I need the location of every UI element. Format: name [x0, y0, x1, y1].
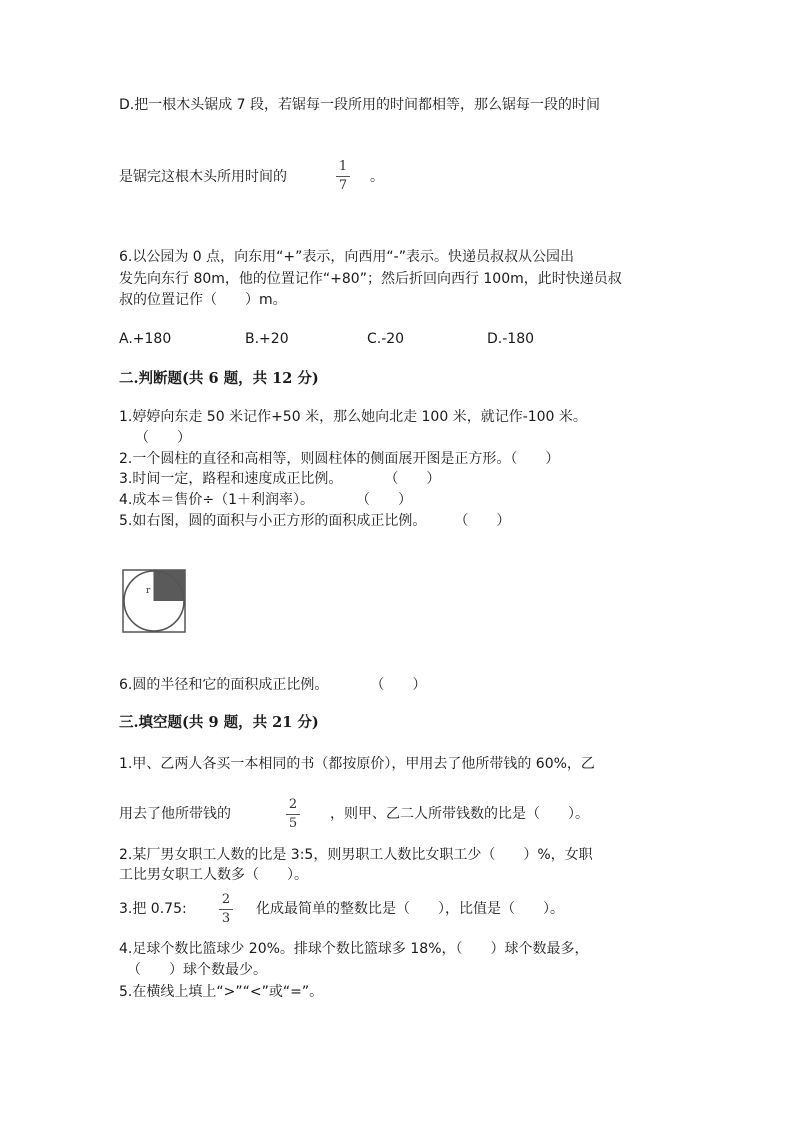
fill-q4-line1: 4.足球个数比篮球少 20%。排球个数比篮球多 18%，（ ）球个数最多，: [119, 941, 589, 957]
judge-item-6: 6.圆的半径和它的面积成正比例。 （ ）: [119, 677, 427, 693]
fill-q3-start: 3.把 0.75:: [119, 901, 187, 917]
question-6-line2: 发先向东行 80m，他的位置记作“+80”；然后折回向西行 100m，此时快递员叔: [119, 271, 622, 287]
question-6-option-d: D.-180: [487, 331, 535, 347]
judge-item-3: 3.时间一定，路程和速度成正比例。 （ ）: [119, 471, 441, 487]
question-6-line3: 叔的位置记作（ ）m。: [119, 292, 287, 308]
question-6-option-a: A.+180: [119, 331, 172, 347]
fill-q2-line2: 工比男女职工人数多（ ）。: [119, 867, 308, 883]
judge-item-4: 4.成本＝售价÷（1＋利润率）。 （ ）: [119, 492, 412, 508]
judge-item-2: 2.一个圆柱的直径和高相等，则圆柱体的侧面展开图是正方形。（ ）: [119, 451, 560, 467]
judge-item-1-answer-blank: （ ）: [135, 430, 191, 446]
fraction-bar: [286, 814, 300, 815]
fraction-two-thirds: [219, 893, 233, 926]
fill-q1-line2: 用去了他所带钱的: [119, 806, 231, 822]
question-5-option-d-line2: 是锯完这根木头所用时间的: [119, 169, 287, 185]
judge-item-1: 1.婷婷向东走 50 米记作+50 米，那么她向北走 100 米，就记作-100 米。: [119, 409, 587, 425]
question-6-option-b: B.+20: [245, 331, 289, 347]
radius-label: r: [146, 586, 151, 596]
fraction-numerator: 1: [338, 159, 348, 174]
fraction-bar: [336, 176, 350, 177]
fill-q4-line2: （ ）球个数最少。: [127, 962, 267, 978]
fill-q1-line2-end: ，则甲、乙二人所带钱数的比是（ ）。: [330, 806, 589, 822]
section-2-heading: 二.判断题(共 6 题，共 12 分): [119, 370, 319, 387]
fill-q2-line1: 2.某厂男女职工人数的比是 3:5，则男职工人数比女职工少（ ）%，女职: [119, 847, 593, 863]
fraction-numerator: 2: [288, 797, 298, 812]
fill-q3-end: 化成最简单的整数比是（ ），比值是（ ）。: [256, 901, 564, 917]
fill-q5: 5.在横线上填上“>”“<”或“=”。: [119, 984, 324, 1000]
circle-square-figure: [119, 564, 191, 636]
fraction-denominator: 3: [221, 911, 231, 926]
fraction-bar: [219, 909, 233, 910]
fraction-two-fifths: [286, 798, 300, 831]
fraction-one-seventh: [336, 160, 350, 193]
fill-q1-line1: 1.甲、乙两人各买一本相同的书（都按原价），甲用去了他所带钱的 60%，乙: [119, 756, 595, 772]
question-5-option-d-line1: D.把一根木头锯成 7 段，若锯每一段所用的时间都相等，那么锯每一段的时间: [119, 97, 601, 113]
fraction-denominator: 7: [338, 178, 348, 193]
fraction-denominator: 5: [288, 816, 298, 831]
section-3-heading: 三.填空题(共 9 题，共 21 分): [119, 714, 319, 731]
question-6-line1: 6.以公园为 0 点，向东用“+”表示，向西用“-”表示。快递员叔叔从公园出: [119, 249, 574, 265]
question-6-option-c: C.-20: [367, 331, 405, 347]
judge-item-5: 5.如右图，圆的面积与小正方形的面积成正比例。 （ ）: [119, 513, 511, 529]
fraction-numerator: 2: [221, 892, 231, 907]
question-5-option-d-end: 。: [370, 169, 384, 185]
